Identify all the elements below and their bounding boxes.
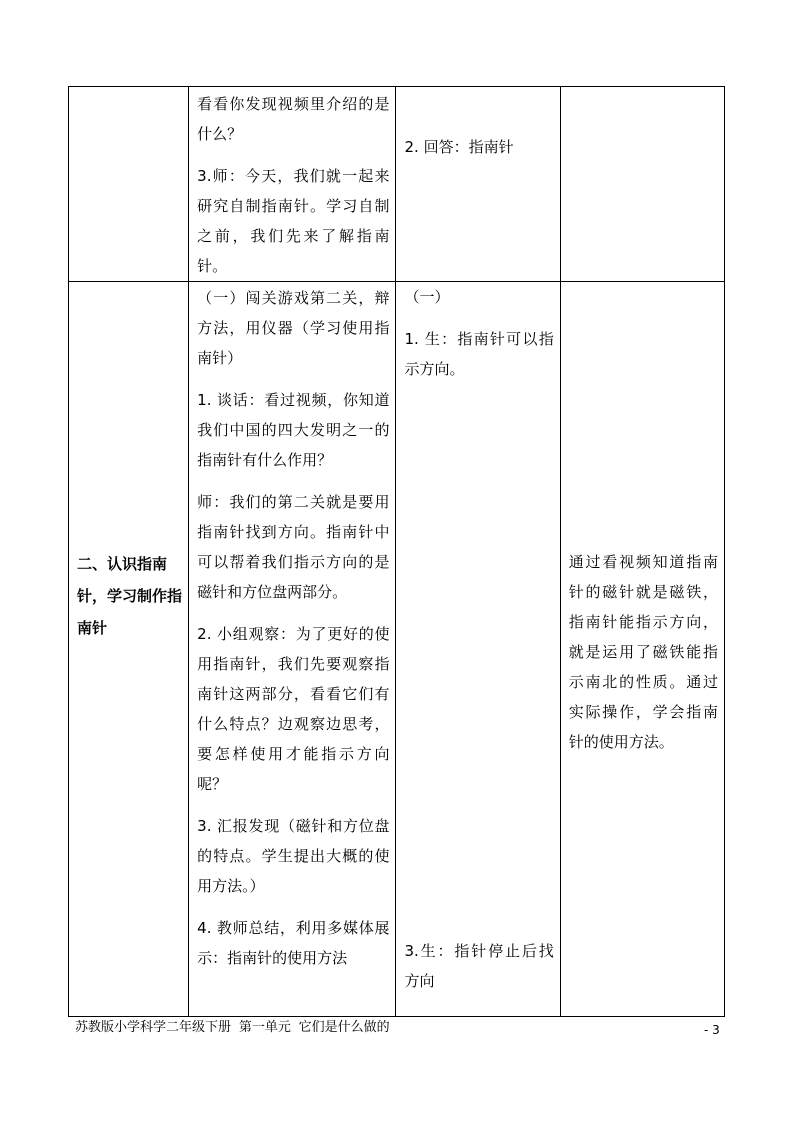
design-intent-cell xyxy=(560,282,724,1017)
student-paragraph: （一） xyxy=(404,288,450,306)
student-paragraph: 2. 回答：指南针 xyxy=(404,138,514,156)
stage-cell xyxy=(69,282,189,1017)
teacher-paragraph: 2. 小组观察：为了更好的使用指南针，我们先要观察指南针这两部分，看看它们有什么特点？边观察边思考，要怎样使用才能指示方向呢？ xyxy=(197,625,390,793)
table-row xyxy=(69,282,725,1017)
teacher-activity-cell xyxy=(189,87,396,282)
student-activity-cell xyxy=(396,87,560,282)
intent-paragraph: 通过看视频知道指南针的磁针就是磁铁，指南针能指示方向，就是运用了磁铁能指示南北的性质。通过实际操作，学会指南针的使用方法。 xyxy=(568,553,718,751)
teacher-activity-cell xyxy=(189,282,396,1017)
teacher-paragraph: 看看你发现视频里介绍的是什么？ xyxy=(197,95,390,143)
teacher-paragraph: （一）闯关游戏第二关，辩方法，用仪器（学习使用指南针） xyxy=(197,289,390,367)
page-number: - 3 xyxy=(704,1023,720,1037)
lesson-plan-table xyxy=(68,86,725,1017)
table-row xyxy=(69,87,725,282)
teacher-paragraph: 3.师：今天，我们就一起来研究自制指南针。学习自制之前，我们先来了解指南针。 xyxy=(197,167,390,275)
stage-title: 二、认识指南针，学习制作指南针 xyxy=(77,555,183,637)
design-intent-cell xyxy=(560,87,724,282)
student-paragraph: 1. 生：指南针可以指示方向。 xyxy=(404,330,554,378)
student-paragraph: 3.生：指针停止后找方向 xyxy=(404,942,554,990)
teacher-paragraph: 师：我们的第二关就是要用指南针找到方向。指南针中可以帮着我们指示方向的是磁针和方位盘两部分。 xyxy=(197,493,390,601)
teacher-paragraph: 1. 谈话：看过视频，你知道我们中国的四大发明之一的指南针有什么作用？ xyxy=(197,391,390,469)
teacher-paragraph: 4. 教师总结，利用多媒体展示：指南针的使用方法 xyxy=(197,919,390,967)
teacher-paragraph: 3. 汇报发现（磁针和方位盘的特点。学生提出大概的使用方法。） xyxy=(197,817,390,895)
student-activity-cell xyxy=(396,282,560,1017)
page-footer: 苏教版小学科学二年级下册 第一单元 它们是什么做的 xyxy=(75,1020,390,1035)
stage-cell xyxy=(69,87,189,282)
